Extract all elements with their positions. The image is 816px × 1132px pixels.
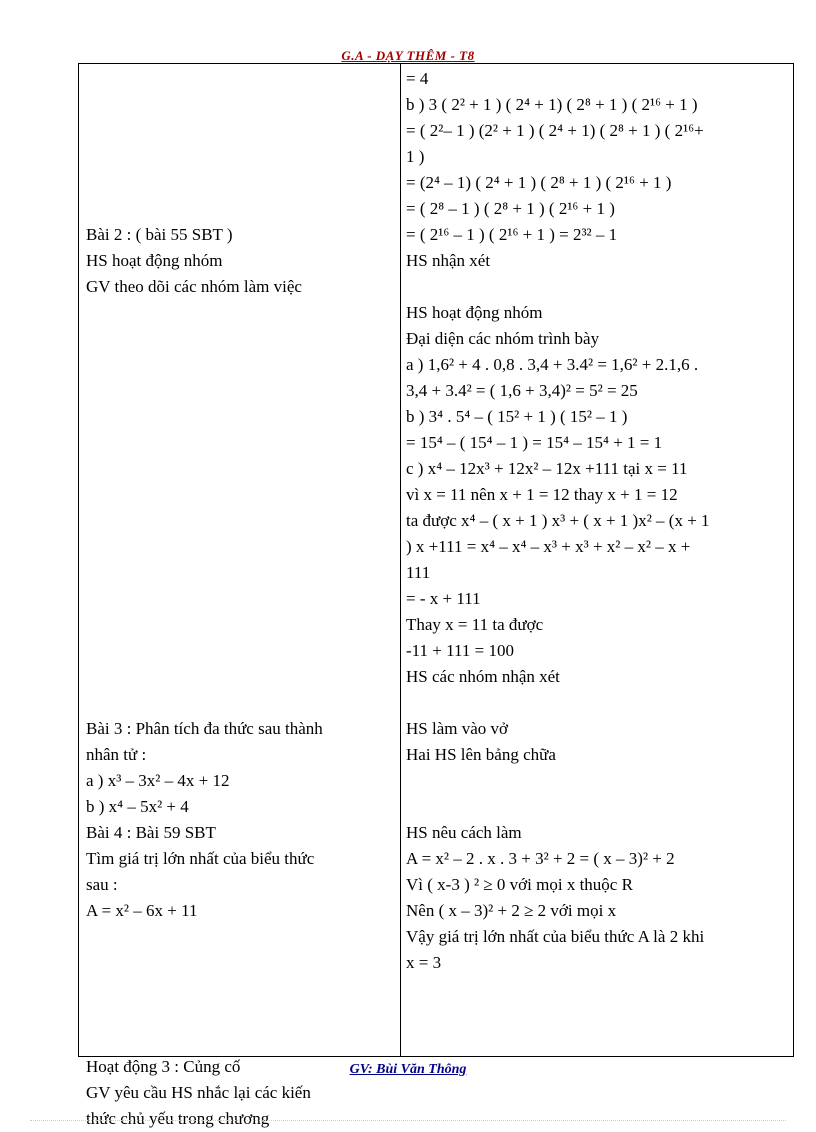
page-footer: GV: Bùi Văn Thông xyxy=(349,1062,467,1077)
teacher-text-line xyxy=(86,404,391,430)
student-text-line: 3,4 + 3.4² = ( 1,6 + 3,4)² = 5² = 25 xyxy=(406,381,638,400)
student-text-line xyxy=(406,768,790,794)
student-text-line: = ( 2²– 1 ) (2² + 1 ) ( 2⁴ + 1) ( 2⁸ + 1 ) ( 2¹⁶+ xyxy=(406,121,704,140)
student-text-line: 1 ) xyxy=(406,147,425,166)
student-text-line: b ) 3⁴ . 5⁴ – ( 15² + 1 ) ( 15² – 1 ) xyxy=(406,407,628,426)
teacher-text-line xyxy=(86,612,391,638)
student-text-line: = (2⁴ – 1) ( 2⁴ + 1 ) ( 2⁸ + 1 ) ( 2¹⁶ + 1 ) xyxy=(406,173,672,192)
student-text-line: Thay x = 11 ta được xyxy=(406,615,544,634)
teacher-text-line: HS hoạt động nhóm xyxy=(86,251,223,270)
teacher-text-line xyxy=(86,92,391,118)
teacher-text-line: A = x² – 6x + 11 xyxy=(86,901,198,920)
teacher-text-line xyxy=(86,378,391,404)
student-text-line: a ) 1,6² + 4 . 0,8 . 3,4 + 3.4² = 1,6² + 2.1,6 . xyxy=(406,355,699,374)
student-text-line: = - x + 111 xyxy=(406,589,481,608)
student-text-line: HS nhận xét xyxy=(406,251,491,270)
teacher-text-line xyxy=(86,1002,391,1028)
student-text-line: = ( 2⁸ – 1 ) ( 2⁸ + 1 ) ( 2¹⁶ + 1 ) xyxy=(406,199,615,218)
teacher-text-line: Tìm giá trị lớn nhất của biểu thức xyxy=(86,849,315,868)
student-text-line xyxy=(406,274,790,300)
teacher-text-line xyxy=(86,534,391,560)
student-text-line: = 15⁴ – ( 15⁴ – 1 ) = 15⁴ – 15⁴ + 1 = 1 xyxy=(406,433,663,452)
student-text-line: 111 xyxy=(406,563,431,582)
teacher-text-line: Hoạt động 3 : Củng cố xyxy=(86,1057,241,1076)
student-text-line: Vì ( x-3 ) ² ≥ 0 với mọi x thuộc R xyxy=(406,875,633,894)
teacher-text-line xyxy=(86,664,391,690)
teacher-text-line xyxy=(86,144,391,170)
student-text-line: = 4 xyxy=(406,69,429,88)
teacher-text-line: GV theo dõi các nhóm làm việc xyxy=(86,277,302,296)
teacher-text-line xyxy=(86,300,391,326)
teacher-text-line xyxy=(86,508,391,534)
teacher-text-line xyxy=(86,352,391,378)
teacher-text-line xyxy=(86,196,391,222)
teacher-text-line xyxy=(86,456,391,482)
student-text-line: c ) x⁴ – 12x³ + 12x² – 12x +111 tại x = 11 xyxy=(406,459,688,478)
teacher-text-line: Bài 3 : Phân tích đa thức sau thành xyxy=(86,719,323,738)
teacher-text-line xyxy=(86,1028,391,1054)
teacher-text-line xyxy=(86,482,391,508)
student-text-line: Nên ( x – 3)² + 2 ≥ 2 với mọi x xyxy=(406,901,617,920)
student-text-line: x = 3 xyxy=(406,953,442,972)
page-header: G.A - DẠY THÊM - T8 xyxy=(341,48,475,63)
student-text-line: Đại diện các nhóm trình bày xyxy=(406,329,600,348)
student-text-line: vì x = 11 nên x + 1 = 12 thay x + 1 = 12 xyxy=(406,485,678,504)
teacher-text-line: b ) x⁴ – 5x² + 4 xyxy=(86,797,189,816)
teacher-text-line xyxy=(86,976,391,1002)
teacher-text-line xyxy=(86,924,391,950)
teacher-text-line: Bài 4 : Bài 59 SBT xyxy=(86,823,216,842)
student-text-line: Vậy giá trị lớn nhất của biểu thức A là 2 khi xyxy=(406,927,705,946)
page-bottom-divider xyxy=(30,1120,786,1121)
student-text-line: A = x² – 2 . x . 3 + 3² + 2 = ( x – 3)² + 2 xyxy=(406,849,675,868)
student-text-line: HS hoạt động nhóm xyxy=(406,303,543,322)
student-text-line: -11 + 111 = 100 xyxy=(406,641,514,660)
teacher-text-line xyxy=(86,430,391,456)
student-text-line: HS các nhóm nhận xét xyxy=(406,667,560,686)
teacher-text-line xyxy=(86,118,391,144)
teacher-text-line xyxy=(86,560,391,586)
teacher-text-line xyxy=(86,66,391,92)
student-text-line: HS làm vào vở xyxy=(406,719,509,738)
teacher-text-line xyxy=(86,326,391,352)
student-text-line: ta được x⁴ – ( x + 1 ) x³ + ( x + 1 )x² – (x + 1 xyxy=(406,511,710,530)
teacher-text-line: thức chủ yếu trong chương xyxy=(86,1109,270,1128)
teacher-text-line xyxy=(86,638,391,664)
student-text-line xyxy=(406,690,790,716)
teacher-text-line: Bài 2 : ( bài 55 SBT ) xyxy=(86,225,233,244)
student-column xyxy=(406,66,790,976)
teacher-text-line: nhân tử : xyxy=(86,745,147,764)
student-text-line: HS nêu cách làm xyxy=(406,823,522,842)
teacher-text-line: a ) x³ – 3x² – 4x + 12 xyxy=(86,771,230,790)
student-text-line: = ( 2¹⁶ – 1 ) ( 2¹⁶ + 1 ) = 2³² – 1 xyxy=(406,225,618,244)
column-divider xyxy=(400,64,401,1056)
teacher-text-line xyxy=(86,586,391,612)
teacher-text-line xyxy=(86,950,391,976)
student-text-line: b ) 3 ( 2² + 1 ) ( 2⁴ + 1) ( 2⁸ + 1 ) ( 2¹⁶ + 1 ) xyxy=(406,95,698,114)
student-text-line xyxy=(406,794,790,820)
teacher-text-line: sau : xyxy=(86,875,118,894)
teacher-column xyxy=(86,66,391,1132)
student-text-line: Hai HS lên bảng chữa xyxy=(406,745,556,764)
teacher-text-line xyxy=(86,170,391,196)
teacher-text-line xyxy=(86,690,391,716)
teacher-text-line: GV yêu cầu HS nhắc lại các kiến xyxy=(86,1083,311,1102)
student-text-line: ) x +111 = x⁴ – x⁴ – x³ + x³ + x² – x² – x + xyxy=(406,537,691,556)
